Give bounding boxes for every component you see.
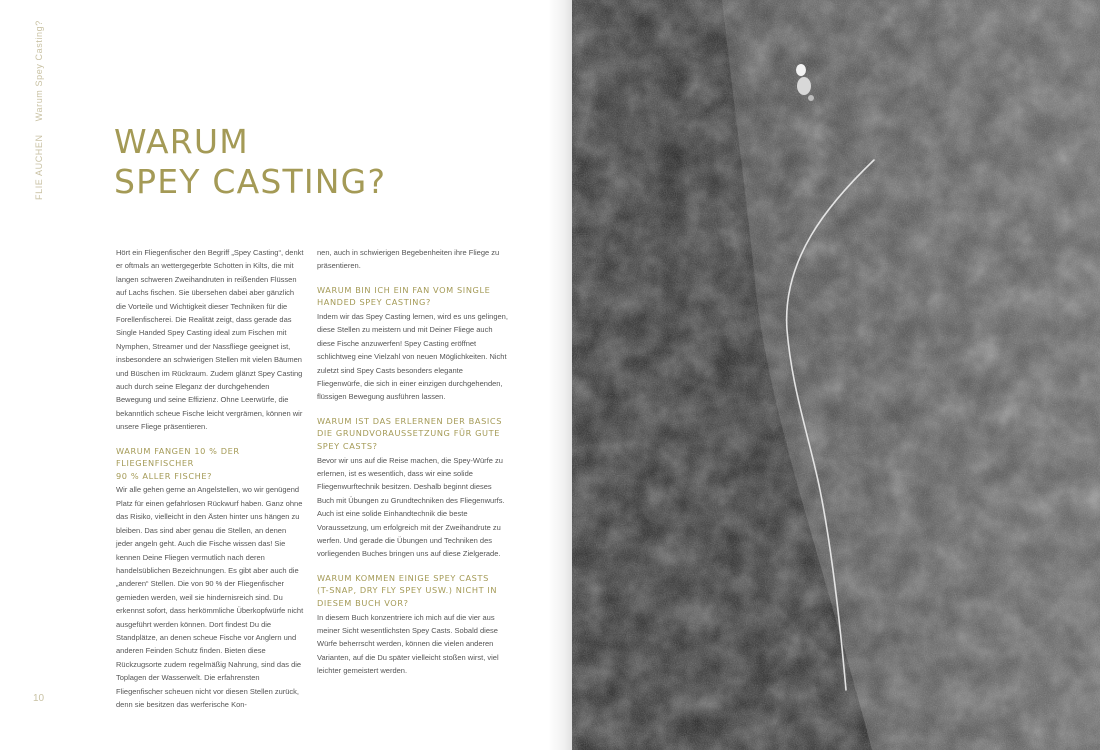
paragraph-fan: Indem wir das Spey Casting lernen, wird es uns gelingen, diese Stellen zu meistern und mit Deiner Fliege auch diese Fische anzuwerfen! Spey Casting eröffnet schlichtweg eine Vielzahl von neuen Möglichkeiten. Nicht zuletzt sind Spey Casts besonders elegante Fliegenwürfe, die sich in einer einzigen durchgehenden, flüssigen Bewegung ausführen lassen.	[317, 312, 508, 402]
heading-line: 90 % ALLER FISCHE?	[116, 470, 213, 481]
heading-line: (T-SNAP, DRY FLY SPEY USW.) NICHT IN	[317, 585, 498, 596]
paragraph-continuation: nen, auch in schwierigen Begebenheiten ihre Fliege zu präsentieren.	[317, 248, 500, 271]
heading-line: WARUM KOMMEN EINIGE SPEY CASTS	[317, 572, 489, 583]
heading-missing-casts	[317, 572, 509, 610]
spine-shadow	[548, 0, 572, 750]
heading-line: WARUM IST DAS ERLERNEN DER BASICS	[317, 415, 502, 426]
water-grain	[572, 0, 1100, 750]
running-head-chapter: Warum Spey Casting?	[34, 20, 44, 122]
chapter-title-line-1: WARUM	[114, 122, 249, 161]
running-head	[34, 10, 44, 200]
paragraph-basics: Bevor wir uns auf die Reise machen, die Spey-Würfe zu erlernen, ist es wesentlich, dass wir eine solide Fliegenwurftechnik besitzen. Deshalb beginnt dieses Buch mit Übungen zu Grundtechniken des Fliegenwurfs. Auch ist eine solide Einhandtechnik die beste Voraussetzung, um erfolgreich mit der Zweihandrute zu werfen. Und gerade die Übungen und Techniken des vorliegenden Buches bringen uns auf diese Zielgerade.	[317, 455, 505, 559]
paragraph-ten-percent: Wir alle gehen gerne an Angelstellen, wo wir genügend Platz für einen gefahrlosen Rückwurf haben. Ganz ohne das Risiko, vielleicht in den Ästen hinter uns hängen zu bleiben. Das sind aber genau die Stellen, an denen jeder angeln geht. Auch die Fische wissen das! Sie kennen Deine Fliegen vermutlich nach deren handelsüblichen Bezeichnungen. Es gibt aber auch die „anderen“ Stellen. Die von 90 % der Fliegenfischer gemieden werden, weil sie hindernisreich sind. Du erkennst sofort, dass herkömmliche Überkopfwürfe nicht ausgeführt werden können. Dort findest Du die Standplätze, an denen scheue Fische vor Anglern und anderen Feinden Schutz finden. Bieten diese Rückzugsorte zudem regelmäßig Nahrung, sind das die Toplagen der Wasserwelt. Die erfahrensten Fliegenfischer scheuen nicht vor diesen Stellen zurück, denn sie besitzen das werferische Kon-	[116, 485, 304, 709]
running-head-section: FLIE AUCHEN	[34, 134, 44, 200]
paragraph-missing-casts: In diesem Buch konzentriere ich mich auf die vier aus meiner Sicht wesentlichsten Spey Casts. Sobald diese Würfe beherrscht werden, können die vielen anderen Varianten, auf die Du später vielleicht stoßen wirst, viel leichter gemeistert werden.	[317, 612, 499, 676]
heading-line: WARUM FANGEN 10 % DER FLIEGENFISCHER	[116, 445, 240, 469]
heading-line: DIESEM BUCH VOR?	[317, 598, 409, 609]
river-photo-illustration	[572, 0, 1100, 750]
heading-line: DIE GRUNDVORAUSSETZUNG FÜR GUTE	[317, 428, 501, 439]
heading-line: SPEY CASTS?	[317, 441, 378, 452]
text-column-right	[317, 246, 509, 678]
page-number: 10	[33, 693, 45, 704]
paragraph-intro: Hört ein Fliegenfischer den Begriff „Spey Casting“, denkt er oftmals an wettergegerbte Schotten in Kilts, die mit langen schweren Zweihandruten in reißenden Flüssen auf Lachs fischen. Sie übersehen dabei aber gänzlich die Vorteile und Wichtigkeit dieser Techniken für die Forellenfischerei. Die Realität zeigt, dass gerade das Single Handed Spey Casting ideal zum Fischen mit Nymphen, Streamer und der Nassfliege geeignet ist, insbesondere an schwierigen Stellen mit vielen Bäumen und Büschen im Rückraum. Zudem glänzt Spey Casting auch durch seine Eleganz der durchgehenden Bewegung und seine Effizienz. Ohne Leerwürfe, die bekanntlich scheue Fische leicht vergrämen, können wir unsere Fliege präsentieren.	[116, 248, 304, 432]
heading-ten-percent	[116, 445, 304, 483]
heading-line: WARUM BIN ICH EIN FAN VOM SINGLE	[317, 284, 491, 295]
heading-basics	[317, 415, 509, 453]
text-column-left	[116, 246, 304, 711]
chapter-title	[114, 122, 386, 202]
aerial-river-photo	[572, 0, 1100, 750]
heading-fan	[317, 284, 509, 309]
chapter-title-line-2: SPEY CASTING?	[114, 162, 387, 201]
heading-line: HANDED SPEY CASTING?	[317, 297, 431, 308]
